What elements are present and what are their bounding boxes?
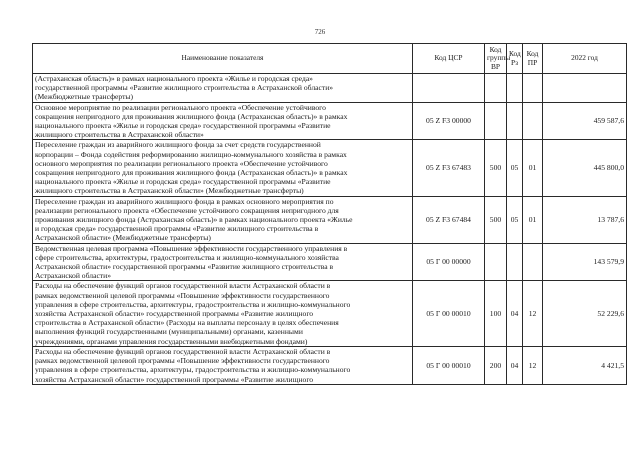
row-name-line: сокращения непригодного для проживания жилищного фонда (Астраханская область)» в рамках xyxy=(35,168,348,178)
row-rz xyxy=(507,243,523,281)
row-name xyxy=(33,140,413,196)
row-vr xyxy=(485,243,507,281)
row-name xyxy=(33,346,413,384)
row-vr: 500 xyxy=(485,196,507,243)
row-csr: 05 Z F3 67484 xyxy=(413,196,485,243)
row-vr xyxy=(485,74,507,103)
row-name-line: (Межбюджетные трансферты) xyxy=(35,92,134,102)
row-csr: 05 Г 00 00010 xyxy=(413,346,485,384)
row-sum: 13 787,6 xyxy=(543,196,627,243)
row-rz: 04 xyxy=(507,346,523,384)
row-name-line: управления в сфере строительства, архитектуры, градостроительства и жилищно-коммунального xyxy=(35,299,351,309)
row-name-line: сокращения непригодного для проживания жилищного фонда (Астраханская область)» в рамках xyxy=(35,111,348,121)
row-vr: 100 xyxy=(485,281,507,346)
table-row xyxy=(33,102,627,140)
row-vr xyxy=(485,102,507,140)
row-name xyxy=(33,74,413,103)
row-name xyxy=(33,196,413,243)
row-name-line: Астраханской области» (Межбюджетные трансферты) xyxy=(35,233,211,243)
row-name-line: национального проекта «Жилье и городская среда» государственной программы «Развитие xyxy=(35,121,331,131)
table-row xyxy=(33,346,627,384)
table-row xyxy=(33,196,627,243)
row-pr xyxy=(523,102,543,140)
header-vr: Код группы ВР xyxy=(485,44,507,74)
header-year: 2022 год xyxy=(543,44,627,74)
row-sum: 459 587,6 xyxy=(543,102,627,140)
row-sum: 143 579,9 xyxy=(543,243,627,281)
row-name-line: жилищного строительства в Астраханской области» (Межбюджетные трансферты) xyxy=(35,186,304,196)
row-name-line: Переселение граждан из аварийного жилищного фонда за счет средств государственной xyxy=(35,140,321,150)
row-name-line: жилищного строительства в Астраханской области» xyxy=(35,130,204,140)
row-name-line: национального проекта «Жилье и городская среда» государственной программы «Развитие xyxy=(35,177,331,187)
row-csr: 05 Г 00 00000 xyxy=(413,243,485,281)
header-rz: Код Рз xyxy=(507,44,523,74)
row-name xyxy=(33,281,413,346)
row-rz: 05 xyxy=(507,140,523,196)
header-name: Наименование показателя xyxy=(33,44,413,74)
row-name-line: государственной программы «Развитие жилищного строительства в Астраханской области» xyxy=(35,83,334,93)
row-name-line: Расходы на обеспечение функций органов государственной власти Астраханской области в xyxy=(35,281,331,291)
table-row xyxy=(33,140,627,196)
row-name-line: корпорации – Фонда содействия реформированию жилищно-коммунального хозяйства в рамках xyxy=(35,149,347,159)
row-name-line: (Астраханская область)» в рамках национального проекта «Жилье и городская среда» xyxy=(35,74,313,83)
row-name-line: и городская среда» государственной программы «Развитие жилищного строительства в xyxy=(35,224,319,234)
row-csr: 05 Г 00 00010 xyxy=(413,281,485,346)
row-sum: 445 800,0 xyxy=(543,140,627,196)
row-name-line: реализации регионального проекта «Обеспечение устойчивого сокращения непригодного для xyxy=(35,205,339,215)
row-csr: 05 Z F3 67483 xyxy=(413,140,485,196)
row-name-line: хозяйства Астраханской области» государственной программы «Развитие жилищного xyxy=(35,374,314,384)
row-name-line: Основное мероприятие по реализации регионального проекта «Обеспечение устойчивого xyxy=(35,102,326,112)
row-name-line: хозяйства Астраханской области» государственной программы «Развитие жилищного xyxy=(35,309,314,319)
budget-table xyxy=(32,43,627,385)
row-rz xyxy=(507,74,523,103)
row-vr: 200 xyxy=(485,346,507,384)
row-name-line: Расходы на обеспечение функций органов государственной власти Астраханской области в xyxy=(35,346,331,356)
table-row xyxy=(33,281,627,346)
row-name-line: основного мероприятия по реализации регионального проекта «Обеспечение устойчивого xyxy=(35,158,328,168)
row-name-line: Переселение граждан из аварийного жилищного фонда в рамках основного мероприятия по xyxy=(35,196,334,206)
row-sum: 52 229,6 xyxy=(543,281,627,346)
row-sum xyxy=(543,74,627,103)
row-rz: 05 xyxy=(507,196,523,243)
row-pr xyxy=(523,74,543,103)
row-name-line: строительства в Астраханской области» (Расходы на выплаты персоналу в целях обеспечения xyxy=(35,318,339,328)
header-pr: Код ПР xyxy=(523,44,543,74)
row-pr: 12 xyxy=(523,281,543,346)
row-csr xyxy=(413,74,485,103)
row-sum: 4 421,5 xyxy=(543,346,627,384)
row-name-line: Ведомственная целевая программа «Повышение эффективности государственного управления в xyxy=(35,243,348,253)
row-name-line: рамках ведомственной целевой программы «Повышение эффективности государственного xyxy=(35,356,330,366)
row-name-line: Астраханской области» xyxy=(35,271,111,281)
row-vr: 500 xyxy=(485,140,507,196)
row-csr: 05 Z F3 00000 xyxy=(413,102,485,140)
table-row xyxy=(33,243,627,281)
row-pr: 12 xyxy=(523,346,543,384)
table-row xyxy=(33,74,627,103)
row-name-line: учреждениями, органами управления государственными внебюджетными фондами) xyxy=(35,336,308,346)
row-name xyxy=(33,243,413,281)
row-pr: 01 xyxy=(523,140,543,196)
row-name-line: управления в сфере строительства, архитектуры, градостроительства и жилищно-коммунального xyxy=(35,365,351,375)
row-rz xyxy=(507,102,523,140)
table-body xyxy=(33,74,627,385)
row-name-line: рамках ведомственной целевой программы «Повышение эффективности государственного xyxy=(35,290,330,300)
row-rz: 04 xyxy=(507,281,523,346)
row-pr: 01 xyxy=(523,196,543,243)
row-pr xyxy=(523,243,543,281)
table-header-row xyxy=(33,44,627,74)
row-name xyxy=(33,102,413,140)
page-number: 726 xyxy=(314,28,326,36)
row-name-line: проживания жилищного фонда (Астраханская область)» в рамках национального проекта «Жилье xyxy=(35,215,353,225)
row-name-line: сфере строительства, архитектуры, градостроительства и жилищно-коммунального хозяйства xyxy=(35,252,339,262)
header-csr: Код ЦСР xyxy=(413,44,485,74)
row-name-line: выполнения функций государственными (муниципальными) органами, казенными xyxy=(35,327,303,337)
row-name-line: Астраханской области» государственной программы «Развитие жилищного строительства в xyxy=(35,262,334,272)
